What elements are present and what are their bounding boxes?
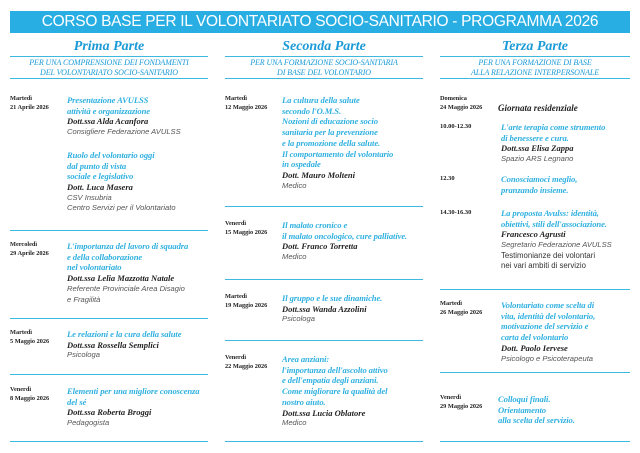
topic-line: e dell'empatia degli anziani. xyxy=(282,375,379,386)
speaker-role: Psicologa xyxy=(282,314,315,324)
session-date-text: 5 Maggio 2026 xyxy=(10,337,50,345)
topic-line: motivazione del servizio e xyxy=(501,321,589,332)
session-topic xyxy=(501,122,630,143)
session-speaker: Dott. Mauro Molteni xyxy=(282,169,355,180)
session-date xyxy=(225,293,283,311)
session-date xyxy=(440,394,498,412)
session-day: Venerdì xyxy=(225,354,247,361)
session-body xyxy=(67,241,208,305)
part-title: Seconda Parte xyxy=(282,39,366,54)
session-day: Martedì xyxy=(10,329,33,336)
session-topic xyxy=(501,208,630,229)
session-divider xyxy=(225,441,423,442)
topic-line: carta del volontario xyxy=(501,332,569,343)
session-date xyxy=(10,241,68,259)
topic-line: La cultura della salute xyxy=(282,95,360,105)
subtitle-line: PER UNA FORMAZIONE DI BASE xyxy=(478,58,592,67)
topic-line: sociale e legislativo xyxy=(67,171,134,182)
topic-line: Il gruppo e le sue dinamiche. xyxy=(282,293,383,303)
topic-line: Le relazioni e la cura della salute xyxy=(67,329,182,339)
session-body xyxy=(67,386,208,429)
session-body xyxy=(282,354,423,429)
session-divider xyxy=(225,340,423,341)
session-speaker: Francesco Agrusti xyxy=(501,229,566,240)
slot-time: 12.30 xyxy=(440,175,455,182)
session-body xyxy=(282,95,423,191)
subtitle-line: DEL VOLONTARIATO SOCIO-SANITARIO xyxy=(40,67,178,77)
topic-line: L'arte terapia come strumento xyxy=(501,122,606,132)
session-date-text: 26 Maggio 2026 xyxy=(440,308,483,316)
session-divider xyxy=(440,372,630,373)
session-speaker: Dott.ssa Lelia Mazzotta Natale xyxy=(67,273,175,284)
topic-line: e della collaborazione xyxy=(67,251,143,262)
speaker-role: Medico xyxy=(282,418,307,428)
topic-line: di benessere e cura. xyxy=(501,132,569,143)
session-date-text: 24 Maggio 2026 xyxy=(440,103,483,111)
session-date xyxy=(225,354,283,372)
session-date-text: 19 Maggio 2026 xyxy=(225,301,268,309)
slot-body xyxy=(501,208,630,271)
topic-line: vita, identità del volontario, xyxy=(501,310,596,321)
session-divider xyxy=(440,441,630,442)
part-subtitle xyxy=(10,57,208,77)
speaker-role: Psicologa xyxy=(67,350,100,360)
speaker-role: Medico xyxy=(282,252,307,262)
topic-line: nostro aiuto. xyxy=(282,396,326,407)
session-date xyxy=(225,95,283,113)
topic-line: attività e organizzazione xyxy=(67,105,150,116)
part-column-terza xyxy=(440,38,630,448)
part-subtitle xyxy=(225,57,423,77)
session-topic xyxy=(501,174,630,195)
session-date xyxy=(440,95,498,113)
session-date-text: 29 Maggio 2026 xyxy=(440,402,483,410)
topic-line: alla scelta del servizio. xyxy=(498,415,575,426)
speaker-role: Spazio ARS Legnano xyxy=(501,154,574,164)
topic-line: Il malato cronico e xyxy=(282,220,348,230)
session-day: Martedì xyxy=(225,95,248,102)
topic-line: pranzando insieme. xyxy=(501,184,569,195)
session-topic xyxy=(67,241,208,273)
session-topic xyxy=(498,394,630,426)
topic-line: Conosciamoci meglio, xyxy=(501,174,578,184)
session-day: Domenica xyxy=(440,95,467,102)
session-day: Venerdì xyxy=(10,386,32,393)
topic-line: Volontariato come scelta di xyxy=(501,300,595,310)
session-divider xyxy=(10,318,208,319)
topic-line: obiettivi, stili dell'associazione. xyxy=(501,218,607,229)
topic-line: sanitaria per la prevenzione xyxy=(282,127,378,138)
slot-time: 10.00-12.30 xyxy=(440,123,472,130)
part-column-seconda xyxy=(225,38,423,448)
topic-line: La proposta Avulss: identità, xyxy=(501,208,599,218)
part-title: Terza Parte xyxy=(502,39,568,54)
session-day: Venerdì xyxy=(225,220,247,227)
session-day: Martedì xyxy=(225,293,248,300)
topic-line: Il comportamento del volontario xyxy=(282,148,394,159)
speaker-role: Centro Servizi per il Volontariato xyxy=(67,203,176,213)
session-topic xyxy=(282,354,423,408)
session-topic xyxy=(282,95,423,170)
session-topic xyxy=(67,95,208,116)
topic-line: e la promozione della salute. xyxy=(282,137,381,148)
session-date xyxy=(10,386,68,404)
note-line: Testimonianze dei volontari xyxy=(501,250,596,260)
topic-line: Ruolo del volontario oggi xyxy=(67,149,155,160)
session-body xyxy=(282,220,423,263)
speaker-role: e Fragilità xyxy=(67,294,101,304)
session-topic xyxy=(282,293,423,304)
slot-body xyxy=(501,122,630,165)
speaker-role: Consigliere Federazione AVULSS xyxy=(67,127,181,137)
speaker-role: CSV Insubria xyxy=(67,192,112,202)
topic-line: secondo l'O.M.S. xyxy=(282,105,342,116)
topic-line: nel volontariato xyxy=(67,262,122,273)
session-date-text: 8 Maggio 2026 xyxy=(10,394,50,402)
residential-title: Giornata residenziale xyxy=(498,103,578,113)
speaker-role: Psicologo e Psicoterapeuta xyxy=(501,353,594,363)
session-divider xyxy=(10,441,208,442)
session-speaker: Dott.ssa Roberta Broggi xyxy=(67,407,152,418)
session-body xyxy=(501,300,630,364)
subtitle-line: PER UNA COMPRENSIONE DEI FONDAMENTI xyxy=(29,58,189,67)
session-topic xyxy=(67,150,208,182)
subtitle-line: ALLA RELAZIONE INTERPERSONALE xyxy=(470,67,600,77)
session-topic xyxy=(501,300,630,343)
session-date xyxy=(225,220,283,238)
topic-line: Orientamento xyxy=(498,404,546,415)
speaker-role: Pedagogista xyxy=(67,418,110,428)
subtitle-rule xyxy=(10,78,208,79)
topic-line: L'importanza del lavoro di squadra xyxy=(67,241,189,251)
session-speaker: Dott.ssa Lucia Oblatore xyxy=(282,407,366,418)
topic-line: l'importanza dell'ascolto attivo xyxy=(282,364,388,375)
session-divider xyxy=(440,289,630,290)
session-date xyxy=(10,95,68,113)
session-speaker: Dott. Franco Torretta xyxy=(282,241,358,252)
session-divider xyxy=(10,374,208,375)
part-column-prima xyxy=(10,38,208,448)
session-date-text: 29 Aprile 2026 xyxy=(10,249,49,257)
topic-line: Area anziani: xyxy=(282,354,330,364)
session-speaker: Dott. Luca Masera xyxy=(67,181,133,192)
session-date xyxy=(10,329,68,347)
session-speaker: Dott.ssa Wanda Azzolini xyxy=(282,303,367,314)
subtitle-rule xyxy=(440,78,630,79)
speaker-role: Segretario Federazione AVULSS xyxy=(501,240,612,250)
topic-line: Presentazione AVULSS xyxy=(67,95,149,105)
speaker-role: Referente Provinciale Area Disagio xyxy=(67,283,185,293)
slot-note xyxy=(501,251,630,272)
session-topic xyxy=(67,386,208,407)
session-body xyxy=(282,293,423,325)
topic-line: del sé xyxy=(67,396,87,407)
program-banner: CORSO BASE PER IL VOLONTARIATO SOCIO-SANITARIO - PROGRAMMA 2026 xyxy=(10,11,630,33)
topic-line: Elementi per una migliore conoscenza xyxy=(67,386,200,396)
note-line: nei vari ambiti di servizio xyxy=(501,261,586,271)
topic-line: Colloqui finali. xyxy=(498,394,551,404)
session-day: Martedì xyxy=(10,95,33,102)
session-speaker: Dott. Paolo Iervese xyxy=(501,342,568,353)
session-topic xyxy=(67,329,208,340)
session-speaker: Dott.ssa Rossella Semplici xyxy=(67,339,159,350)
session-date-text: 12 Maggio 2026 xyxy=(225,103,268,111)
session-date xyxy=(440,300,498,318)
slot-body xyxy=(501,174,630,195)
session-body xyxy=(67,95,208,214)
topic-line: Nozioni di educazione socio xyxy=(282,116,378,127)
speaker-role: Medico xyxy=(282,180,307,190)
session-topic xyxy=(282,220,423,241)
subtitle-line: PER UNA FORMAZIONE SOCIO-SANITARIA xyxy=(250,58,398,67)
topic-line: in ospedale xyxy=(282,159,321,170)
session-body xyxy=(498,394,630,426)
session-speaker: Dott.ssa Alda Acanfora xyxy=(67,116,149,127)
session-divider xyxy=(225,279,423,280)
session-date-text: 22 Maggio 2026 xyxy=(225,362,268,370)
session-day: Mercoledì xyxy=(10,241,38,248)
session-day: Venerdì xyxy=(440,394,462,401)
session-divider xyxy=(225,206,423,207)
session-date-text: 15 Maggio 2026 xyxy=(225,228,268,236)
session-day: Martedì xyxy=(440,300,463,307)
part-title: Prima Parte xyxy=(73,39,145,54)
subtitle-line: DI BASE DEL VOLONTARIO xyxy=(277,67,371,77)
session-divider xyxy=(10,230,208,231)
part-subtitle xyxy=(440,57,630,77)
session-speaker: Dott.ssa Elisa Zappa xyxy=(501,143,574,154)
topic-line: il malato oncologico, cure palliative. xyxy=(282,230,408,241)
topic-line: Come migliorare la qualità del xyxy=(282,386,388,397)
topic-line: dal punto di vista xyxy=(67,160,127,171)
session-body xyxy=(67,329,208,361)
session-date-text: 21 Aprile 2026 xyxy=(10,103,49,111)
slot-time: 14.30-16.30 xyxy=(440,209,472,216)
subtitle-rule xyxy=(225,78,423,79)
